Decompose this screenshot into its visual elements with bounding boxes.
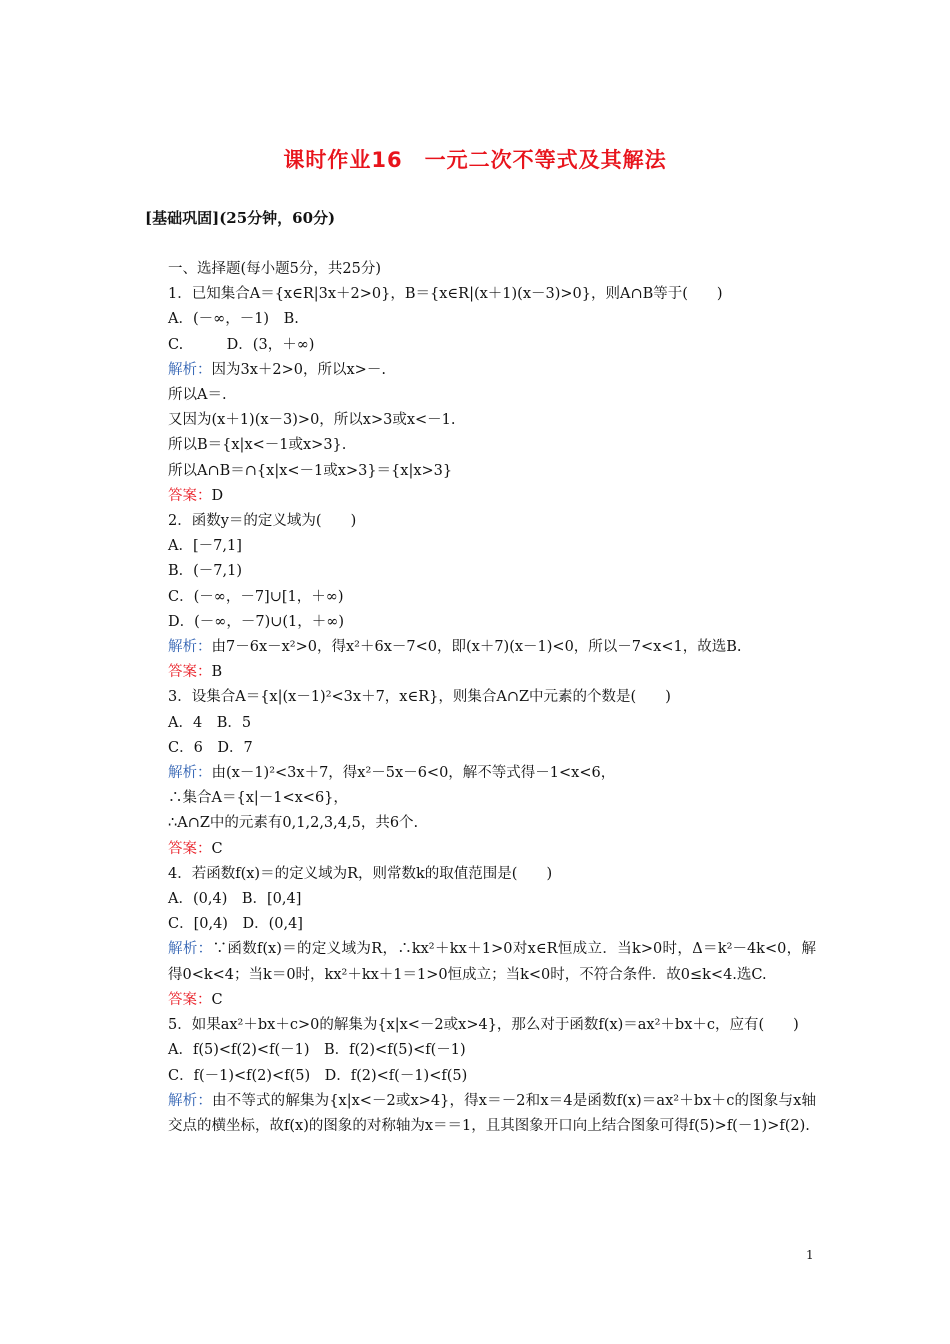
question-3-answer: 答案：C [168, 840, 223, 857]
page-title: 课时作业16 一元二次不等式及其解法 [283, 148, 667, 172]
question-4-options-cd: C．[0,4) D．(0,4] [168, 916, 303, 933]
question-2-option-d: D．(－∞，－7)∪(1，＋∞) [168, 613, 345, 630]
analysis-label: 解析： [168, 639, 212, 656]
answer-label: 答案： [168, 664, 212, 681]
question-4-options-ab: A．(0,4) B．[0,4] [168, 891, 302, 908]
question-4-stem: 4．若函数f(x)＝的定义域为R，则常数k的取值范围是( ) [168, 865, 553, 882]
question-5-options-cd: C．f(－1)<f(2)<f(5) D．f(2)<f(－1)<f(5) [168, 1067, 468, 1084]
question-2-answer: 答案：B [168, 664, 223, 681]
question-1-analysis-line: 所以B＝{x|x<－1或x>3}. [168, 437, 347, 454]
question-3-stem: 3．设集合A＝{x|(x－1)²<3x＋7，x∈R}，则集合A∩Z中元素的个数是( ) [168, 689, 671, 706]
question-4-analysis: 解析：∵函数f(x)＝的定义域为R，∴kx²＋kx＋1>0对x∈R恒成立．当k>0时，Δ＝k²－4k<0，解得0<k<4；当k＝0时，kx²＋kx＋1＝1>0恒成立；当k<0时，不符合条件．故0≤k<4.选C. [168, 941, 817, 983]
question-3-analysis-line: ∴A∩Z中的元素有0,1,2,3,4,5，共6个. [168, 815, 419, 832]
question-1-stem: 1．已知集合A＝{x∈R|3x＋2>0}，B＝{x∈R|(x＋1)(x－3)>0}，则A∩B等于( ) [168, 286, 723, 303]
analysis-label: 解析： [168, 1092, 212, 1109]
question-4-answer: 答案：C [168, 991, 223, 1008]
question-1-options-cd: C. D．(3，＋∞) [168, 336, 315, 353]
question-3-analysis-line: ∴集合A＝{x|－1<x<6}， [168, 790, 348, 807]
question-1-analysis-line: 所以A∩B＝∩{x|x<－1或x>3}＝{x|x>3} [168, 462, 453, 479]
worksheet-body [168, 257, 816, 1139]
question-1-answer: 答案：D [168, 487, 224, 504]
question-5-options-ab: A．f(5)<f(2)<f(－1) B．f(2)<f(5)<f(－1) [168, 1042, 466, 1059]
page-number: 1 [806, 1248, 814, 1262]
question-1-options-ab: A．(－∞，－1) B. [168, 311, 299, 328]
question-3-options-cd: C．6 D．7 [168, 739, 253, 756]
question-1-analysis: 解析：因为3x＋2>0，所以x>－. [168, 361, 386, 378]
question-2-option-a: A．[－7,1] [168, 538, 242, 555]
question-2-analysis: 解析：由7－6x－x²>0，得x²＋6x－7<0，即(x＋7)(x－1)<0，所以－7<x<1，故选B. [168, 639, 742, 656]
analysis-label: 解析： [168, 765, 212, 782]
question-2-option-c: C．(－∞，－7]∪[1，＋∞) [168, 588, 344, 605]
part-title: 一、选择题(每小题5分，共25分) [168, 261, 381, 277]
question-3-options-ab: A．4 B．5 [168, 714, 252, 731]
question-5-stem: 5．如果ax²＋bx＋c>0的解集为{x|x<－2或x>4}，那么对于函数f(x)＝ax²＋bx＋c，应有( ) [168, 1017, 799, 1034]
answer-label: 答案： [168, 991, 212, 1008]
question-5-analysis: 解析：由不等式的解集为{x|x<－2或x>4}，得x＝－2和x＝4是函数f(x)＝ax²＋bx＋c的图象与x轴交点的横坐标，故f(x)的图象的对称轴为x＝＝1，且其图象开口向上结合图象可得f(5)>f(－1)>f(2). [168, 1092, 816, 1134]
analysis-label: 解析： [168, 361, 212, 378]
question-3-analysis: 解析：由(x－1)²<3x＋7，得x²－5x－6<0，解不等式得－1<x<6， [168, 765, 616, 782]
answer-label: 答案： [168, 487, 212, 504]
answer-label: 答案： [168, 840, 212, 857]
analysis-label: 解析： [168, 941, 213, 958]
question-2-option-b: B．(－7,1) [168, 563, 243, 580]
section-heading: [基础巩固](25分钟，60分) [145, 209, 336, 227]
question-1-analysis-line: 又因为(x＋1)(x－3)>0，所以x>3或x<－1. [168, 412, 456, 429]
question-1-analysis-line: 所以A＝. [168, 387, 227, 404]
question-2-stem: 2．函数y＝的定义域为( ) [168, 513, 357, 530]
